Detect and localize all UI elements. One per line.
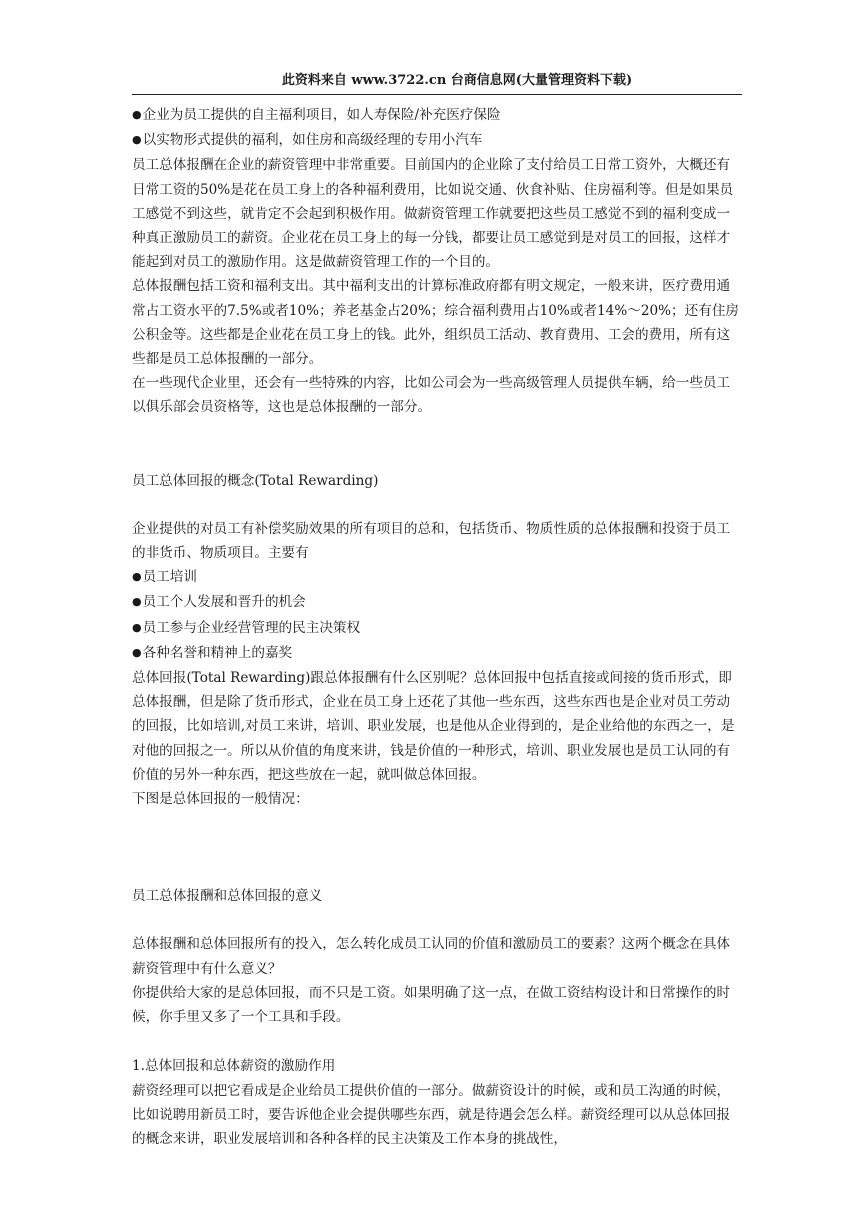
paragraph: 薪资经理可以把它看成是企业给员工提供价值的一部分。做薪资设计的时候，或和员工沟通的时候，比如说聘用新员工时，要告诉他企业会提供哪些东西，就是待遇会怎么样。薪资经理可以从总体回报的概念来讲，职业发展培训和各种各样的民主决策及工作本身的挑战性， [132,1082,731,1147]
section-heading: 员工总体报酬和总体回报的意义 [132,888,323,905]
paragraph: 下图是总体回报的一般情况： [132,791,309,808]
page-header: 此资料来自 www.3722.cn 台商信息网(大量管理资料下载) [132,72,742,95]
section-heading: 员工总体回报的概念(Total Rewarding) [132,472,379,489]
list-item: ● 各种名誉和精神上的嘉奖 [132,641,742,666]
paragraph: 企业提供的对员工有补偿奖励效果的所有项目的总和，包括货币、物质性质的总体报酬和投资于员工的非货币、物质项目。主要有 [132,520,731,562]
paragraph: 总体报酬包括工资和福利支出。其中福利支出的计算标准政府都有明文规定，一般来讲，医疗费用通常占工资水平的7.5%或者10%；养老基金占20%；综合福利费用占10%或者14%～20%；还有住房公积金等。这些都是企业花在员工身上的钱。此外，组织员工活动、教育费用、工会的费用，所有这些都是员工总体报酬的一部分。 [132,278,740,368]
section-heading: 1.总体回报和总体薪资的激励作用 [132,1058,336,1075]
list-item: ● 员工个人发展和晋升的机会 [132,590,742,615]
list-item: ● 企业为员工提供的自主福利项目，如人寿保险/补充医疗保险 [132,103,742,128]
paragraph: 在一些现代企业里，还会有一些特殊的内容，比如公司会为一些高级管理人员提供车辆，给一些员工以俱乐部会员资格等，这也是总体报酬的一部分。 [132,375,731,416]
document-page [132,72,742,1151]
paragraph: 你提供给大家的是总体回报，而不只是工资。如果明确了这一点，在做工资结构设计和日常操作的时候，你手里又多了一个工具和手段。 [132,984,731,1026]
list-item: ● 员工培训 [132,565,742,590]
list-item: ● 员工参与企业经营管理的民主决策权 [132,616,742,641]
paragraph: 总体报酬和总体回报所有的投入，怎么转化成员工认同的价值和激励员工的要素？这两个概念在具体薪资管理中有什么意义？ [132,936,731,977]
list-item: ● 以实物形式提供的福利，如住房和高级经理的专用小汽车 [132,128,742,153]
paragraph: 总体回报(Total Rewarding)跟总体报酬有什么区别呢？总体回报中包括直接或间接的货币形式，即总体报酬，但是除了货币形式，企业在员工身上还花了其他一些东西，这些东西也是企业对员工劳动的回报，比如培训,对员工来讲，培训、职业发展，也是他从企业得到的，是企业给他的东西之一，是对他的回报之一。所以从价值的角度来讲，钱是价值的一种形式，培训、职业发展也是员工认同的有价值的另外一种东西，把这些放在一起，就叫做总体回报。 [132,670,735,783]
document-body [132,103,742,1151]
paragraph: 员工总体报酬在企业的薪资管理中非常重要。目前国内的企业除了支付给员工日常工资外，大概还有日常工资的50%是花在员工身上的各种福利费用，比如说交通、伙食补贴、住房福利等。但是如果员工感觉不到这些，就肯定不会起到积极作用。做薪资管理工作就要把这些员工感觉不到的福利变成一种真正激励员工的薪资。企业花在员工身上的每一分钱，都要让员工感觉到是对员工的回报，这样才能起到对员工的激励作用。这是做薪资管理工作的一个目的。 [132,157,734,271]
